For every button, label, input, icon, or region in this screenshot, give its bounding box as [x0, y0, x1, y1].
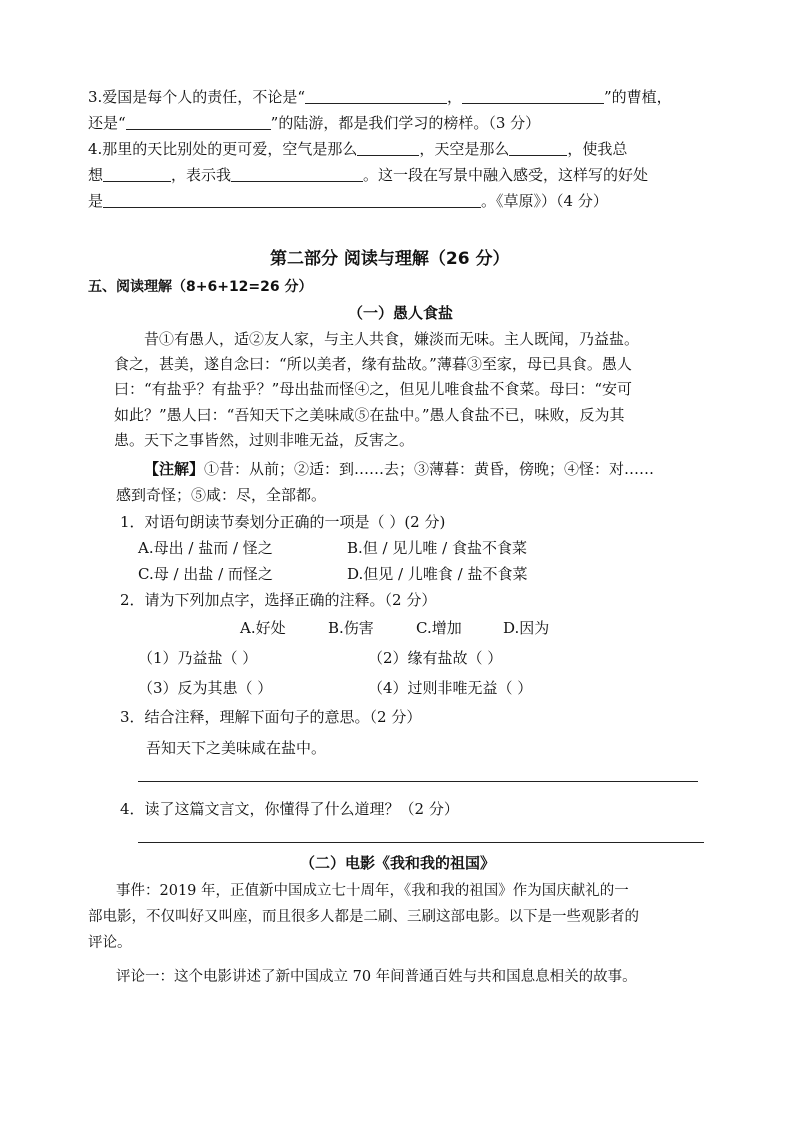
passage-line: 昔①有愚人，适②友人家，与主人共食，嫌淡而无味。主人既闻，乃益盐。: [144, 330, 640, 348]
text: ，天空是那么: [419, 140, 510, 158]
text: 。《草原》）（4 分）: [481, 192, 608, 210]
option-c[interactable]: C.母 / 出盐 / 而怪之: [138, 565, 273, 583]
passage-line: 部电影，不仅叫好又叫座，而且很多人都是二刷、三刷这部电影。以下是一些观影者的: [88, 909, 639, 925]
question-2: 2．请为下列加点字，选择正确的注释。（2 分）: [120, 591, 437, 609]
answer-blank[interactable]: [126, 113, 271, 130]
question-4: 4．读了这篇文言文，你懂得了什么道理？（2 分）: [120, 800, 459, 818]
text: ，表示我: [171, 166, 232, 184]
annotation-text: ①昔：从前；②适：到……去；③薄暮：黄昏，傍晚；④怪：对……: [204, 460, 655, 478]
answer-line[interactable]: [138, 781, 698, 782]
choice-d: D.因为: [503, 619, 550, 637]
passage-line: 食之，甚美，遂自念曰：“所以美者，缘有盐故。”薄暮③至家，母已具食。愚人: [114, 355, 632, 373]
passage-title: （一）愚人食盐: [348, 304, 454, 322]
section-heading: 五、阅读理解（8+6+12=26 分）: [88, 279, 313, 295]
answer-blank[interactable]: [305, 87, 447, 104]
sub-item-2[interactable]: （2）缘有盐故（ ）: [368, 649, 503, 667]
question-3-line-2: [88, 112, 540, 134]
question-1: 1．对语句朗读节奏划分正确的一项是（ ）(2 分): [120, 513, 446, 531]
annotation-label: 【注解】: [144, 460, 205, 478]
text: ，: [446, 88, 462, 106]
answer-blank[interactable]: [103, 165, 171, 182]
passage-line: 患。天下之事皆然，过则非唯无益，反害之。: [114, 431, 415, 449]
option-d[interactable]: D.但见 / 儿唯食 / 盐不食菜: [347, 565, 528, 583]
passage-title: （二）电影《我和我的祖国》: [300, 854, 496, 872]
answer-blank[interactable]: [357, 139, 419, 156]
passage-line: 事件：2019 年，正值新中国成立七十周年，《我和我的祖国》作为国庆献礼的一: [116, 883, 629, 899]
passage-line: 评论。: [88, 935, 132, 951]
answer-blank[interactable]: [103, 191, 481, 208]
question-4-line-3: [88, 190, 608, 212]
choice-a: A.好处: [240, 619, 286, 637]
question-3: 3．结合注释，理解下面句子的意思。（2 分）: [120, 708, 422, 726]
annotation-line: [144, 458, 654, 480]
answer-blank[interactable]: [462, 87, 604, 104]
choice-c: C.增加: [416, 619, 462, 637]
passage-line: 曰：“有盐乎？有盐乎？”母出盐而怪④之，但见儿唯食盐不食菜。母曰：“安可: [114, 380, 633, 398]
question-4-line-2: [88, 164, 648, 186]
answer-blank[interactable]: [231, 165, 363, 182]
passage-line: 如此？”愚人曰：“吾知天下之美味咸⑤在盐中。”愚人食盐不已，味败，反为其: [114, 406, 625, 424]
option-a[interactable]: A.母出 / 盐而 / 怪之: [138, 539, 273, 557]
sub-item-4[interactable]: （4）过则非唯无益（ ）: [368, 679, 533, 697]
text: ”的曹植，: [604, 88, 672, 106]
text: 3.爱国是每个人的责任，不论是“: [88, 88, 305, 106]
quoted-sentence: 吾知天下之美味咸在盐中。: [146, 739, 327, 757]
annotation-line: 感到奇怪；⑤咸：尽，全部都。: [116, 486, 327, 504]
sub-item-3[interactable]: （3）反为其患（ ）: [138, 679, 273, 697]
text: 是: [88, 192, 104, 210]
answer-line[interactable]: [138, 842, 704, 843]
choice-b: B.伤害: [328, 619, 374, 637]
sub-item-1[interactable]: （1）乃益盐（ ）: [138, 649, 258, 667]
question-4-line-1: [88, 138, 627, 160]
answer-blank[interactable]: [509, 139, 567, 156]
comment-1: 评论一：这个电影讲述了新中国成立 70 年间普通百姓与共和国息息相关的故事。: [116, 969, 637, 985]
text: ，使我总: [567, 140, 628, 158]
text: 。这一段在写景中融入感受，这样写的好处: [363, 166, 649, 184]
text: 想: [88, 166, 104, 184]
question-3-line-1: [88, 86, 672, 108]
text: 4.那里的天比别处的更可爱，空气是那么: [88, 140, 358, 158]
option-b[interactable]: B.但 / 见儿唯 / 食盐不食菜: [347, 539, 527, 557]
text: ”的陆游，都是我们学习的榜样。（3 分）: [270, 114, 541, 132]
text: 还是“: [88, 114, 126, 132]
part-title: 第二部分 阅读与理解（26 分）: [270, 249, 510, 269]
